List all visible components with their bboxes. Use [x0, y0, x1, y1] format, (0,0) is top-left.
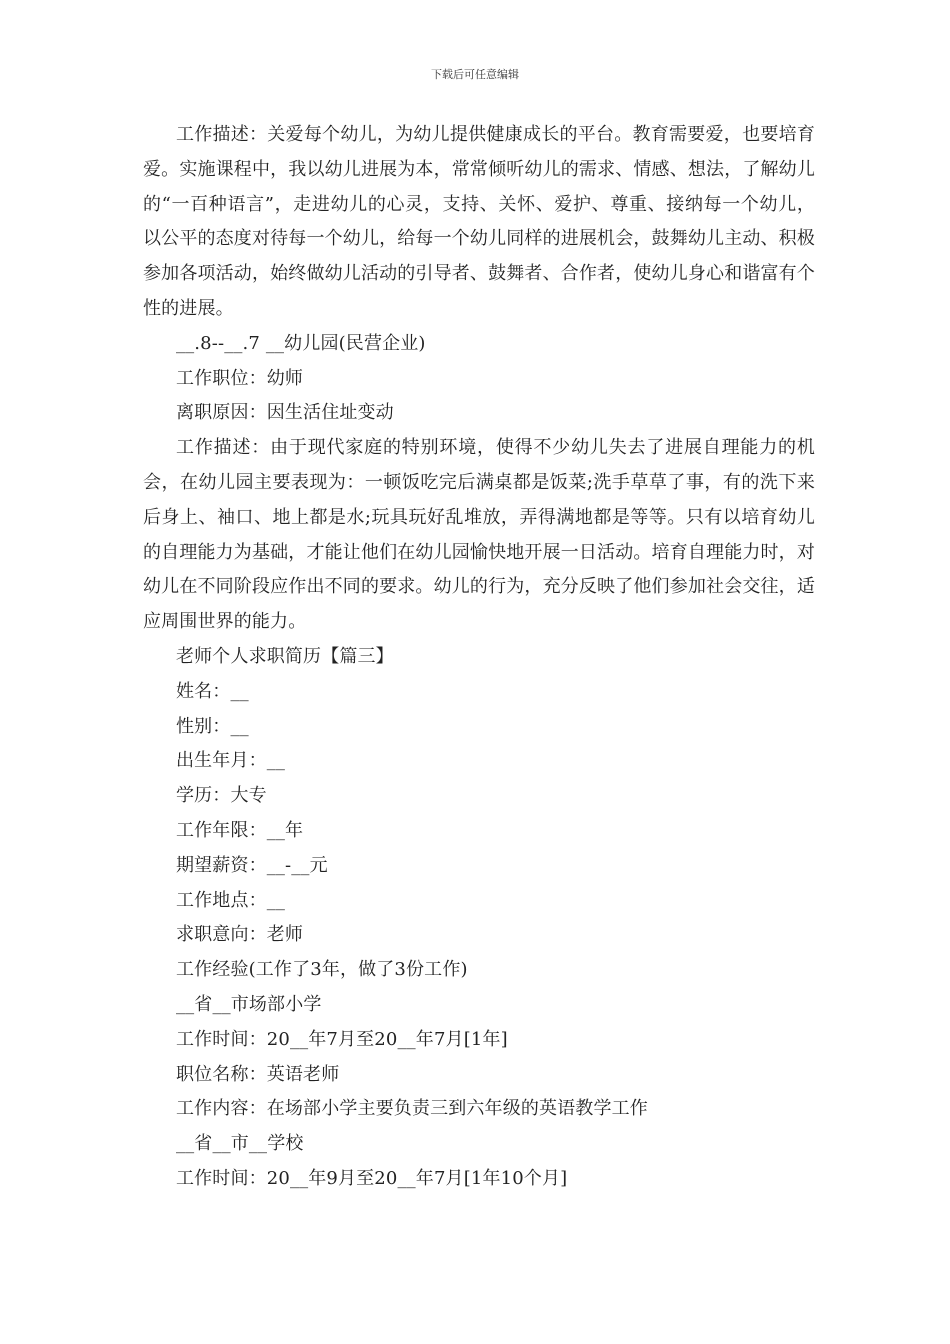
position-title-line: 职位名称：英语老师: [176, 1063, 340, 1085]
work-period-line: 工作时间：20__年9月至20__年7月[1年10个月]: [176, 1167, 568, 1189]
job-position-line: 工作职位：幼师: [176, 367, 304, 389]
job-intention-field: 求职意向：老师: [176, 924, 304, 946]
job-description-paragraph: 工作描述：由于现代家庭的特别环境，使得不少幼儿失去了进展自理能力的机会，在幼儿园主要表现为：一顿饭吃完后满桌都是饭菜;洗手草草了事，有的洗下来后身上、袖口、地上都是水;玩具玩好乱堆放，弄得满地都是等等。只有以培育幼儿的自理能力为基础，才能让他们在幼儿园愉快地开展一日活动。培育自理能力时，对幼儿在不同阶段应作出不同的要求。幼儿的行为，充分反映了他们参加社会交往，适应周围世界的能力。: [143, 437, 815, 633]
work-content-line: 工作内容：在场部小学主要负责三到六年级的英语教学工作: [176, 1098, 648, 1120]
employer-line: __.8--__.7 __幼儿园(民营企业): [176, 332, 426, 354]
page-header: 下载后可任意编辑: [431, 68, 519, 81]
section-title: 老师个人求职简历【篇三】: [176, 645, 394, 667]
gender-field: 性别：__: [176, 715, 249, 737]
document-body: [143, 118, 815, 1197]
employer-line: __省__市__学校: [176, 1133, 304, 1155]
expected-salary-field: 期望薪资：__-__元: [176, 854, 328, 876]
birth-date-field: 出生年月：__: [176, 750, 286, 772]
work-location-field: 工作地点：__: [176, 889, 286, 911]
work-years-field: 工作年限：__年: [176, 819, 304, 841]
employer-line: __省__市场部小学: [176, 993, 322, 1015]
job-description-paragraph: 工作描述：关爱每个幼儿，为幼儿提供健康成长的平台。教育需要爱，也要培育爱。实施课程中，我以幼儿进展为本，常常倾听幼儿的需求、情感、想法，了解幼儿的“一百种语言”，走进幼儿的心灵，支持、关怀、爱护、尊重、接纳每一个幼儿，以公平的态度对待每一个幼儿，给每一个幼儿同样的进展机会，鼓舞幼儿主动、积极参加各项活动，始终做幼儿活动的引导者、鼓舞者、合作者，使幼儿身心和谐富有个性的进展。: [143, 124, 815, 319]
work-period-line: 工作时间：20__年7月至20__年7月[1年]: [176, 1028, 508, 1050]
leaving-reason-line: 离职原因：因生活住址变动: [176, 402, 394, 424]
education-field: 学历：大专: [176, 785, 267, 807]
work-experience-heading: 工作经验(工作了3年，做了3份工作): [176, 959, 468, 981]
name-field: 姓名：__: [176, 680, 249, 702]
